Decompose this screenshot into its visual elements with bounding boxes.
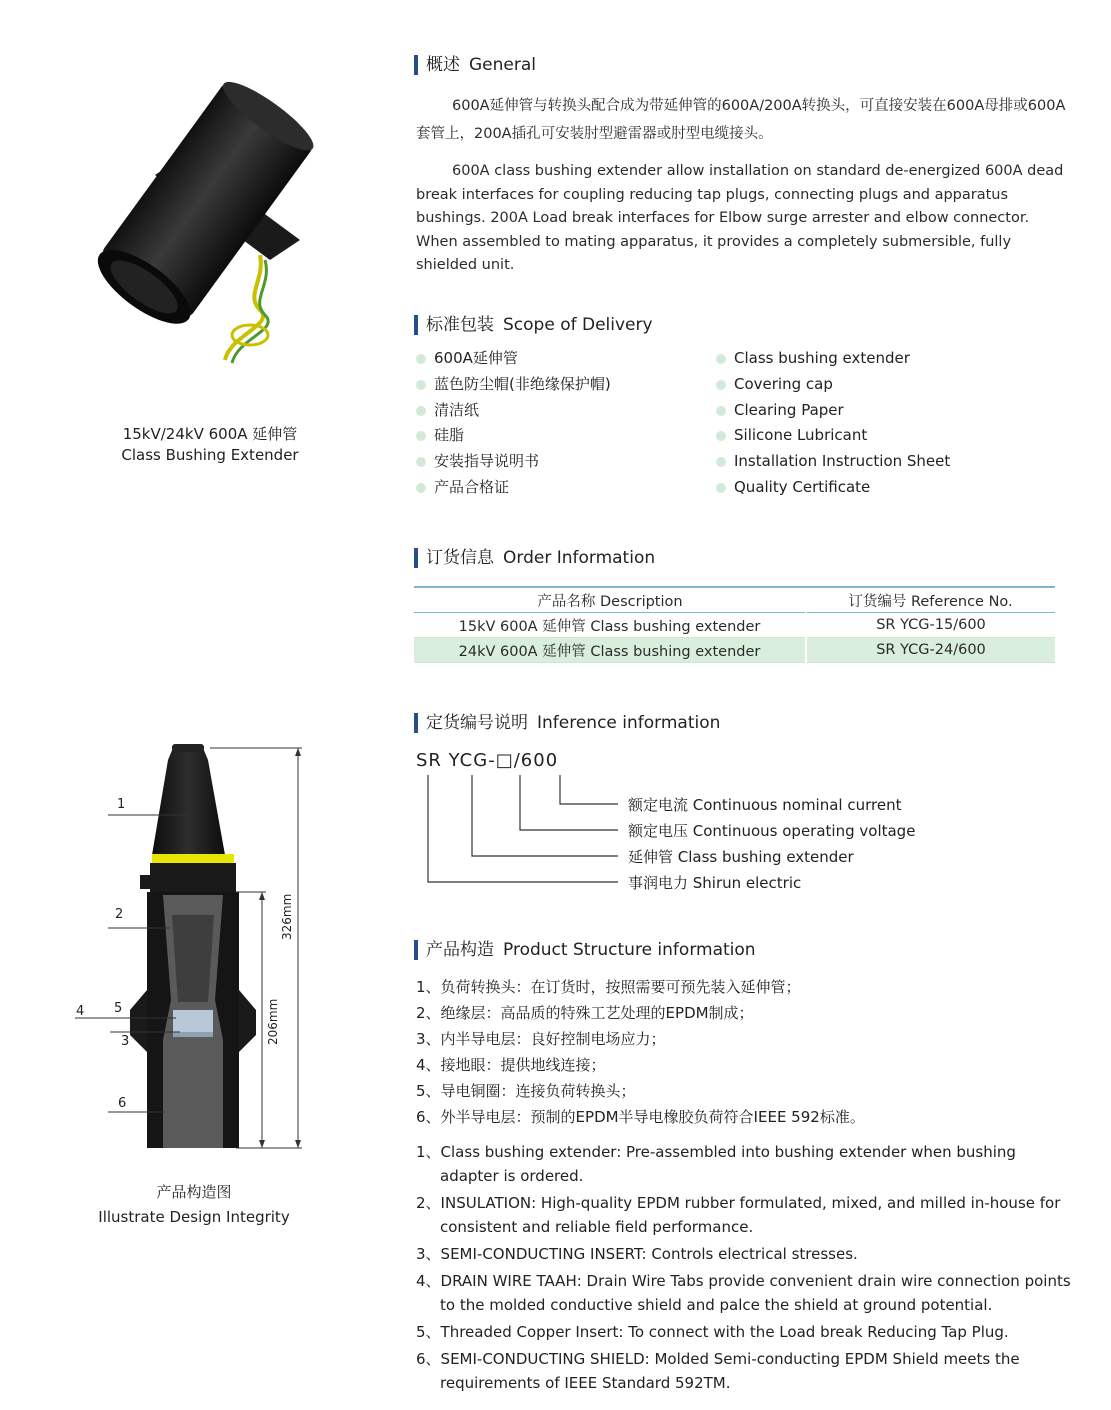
list-item: 4、接地眼：提供地线连接； bbox=[416, 1055, 606, 1074]
code-part-current: 600 bbox=[520, 750, 559, 771]
code-part-slash: / bbox=[513, 750, 521, 771]
inference-connector-lines bbox=[410, 770, 630, 890]
list-item: 清洁纸 bbox=[416, 398, 611, 424]
diagram-label-4: 4 bbox=[76, 1004, 85, 1019]
section-title-en: Scope of Delivery bbox=[503, 315, 653, 335]
diagram-caption bbox=[74, 1180, 314, 1230]
product-caption-cn: 15kV/24kV 600A 延伸管 bbox=[122, 425, 298, 443]
list-item: 6、外半导电层：预制的EPDM半导电橡胶负荷符合IEEE 592标准。 bbox=[416, 1107, 865, 1126]
list-item: 4、DRAIN WIRE TAAH: Drain Wire Tabs provide convenient drain wire connection points to the molded conductive shield and palce the shield at ground potential. bbox=[416, 1272, 1071, 1314]
table-row bbox=[414, 613, 1055, 638]
list-item: 3、内半导电层：良好控制电场应力； bbox=[416, 1029, 666, 1048]
list-item: 产品合格证 bbox=[416, 475, 611, 501]
section-title-general bbox=[414, 55, 536, 75]
list-item: Quality Certificate bbox=[716, 475, 950, 501]
diagram-caption-cn: 产品构造图 bbox=[156, 1183, 232, 1201]
code-part-ycg: YCG bbox=[448, 750, 489, 771]
delivery-list-en bbox=[716, 346, 950, 501]
list-item: 2、绝缘层：高品质的特殊工艺处理的EPDM制成； bbox=[416, 1003, 754, 1022]
diagram-caption-en: Illustrate Design Integrity bbox=[98, 1208, 290, 1226]
product-caption-en: Class Bushing Extender bbox=[121, 446, 299, 464]
list-item: 6、SEMI-CONDUCTING SHIELD: Molded Semi-conducting EPDM Shield meets the requirements of IEEE Standard 592TM. bbox=[416, 1350, 1020, 1392]
diagram-label-1: 1 bbox=[117, 797, 126, 812]
section-title-cn: 订货信息 bbox=[426, 548, 494, 568]
section-title-en: Inference information bbox=[537, 713, 721, 733]
diagram-label-5: 5 bbox=[114, 1001, 123, 1016]
structure-diagram bbox=[70, 740, 330, 1160]
list-item: 硅脂 bbox=[416, 423, 611, 449]
table-row bbox=[414, 638, 1055, 663]
list-item: Covering cap bbox=[716, 372, 950, 398]
section-title-cn: 产品构造 bbox=[426, 940, 494, 960]
section-title-cn: 标准包装 bbox=[426, 315, 494, 335]
table-cell: SR YCG-24/600 bbox=[806, 638, 1055, 663]
list-item: Class bushing extender bbox=[716, 346, 950, 372]
list-item: Installation Instruction Sheet bbox=[716, 449, 950, 475]
product-photo bbox=[60, 80, 360, 380]
general-paragraph-en: 600A class bushing extender allow installation on standard de-energized 600A dead break interfaces for coupling reducing tap plugs, connecting plugs and apparatus bushings. 200A Load break interfaces for Elbow surge arrester and elbow connector. When assembled to mating apparatus, it provides a completely submersible, fully shielded unit. bbox=[416, 163, 1064, 273]
section-title-inference bbox=[414, 713, 720, 733]
section-title-en: Product Structure information bbox=[503, 940, 756, 960]
column-header-reference: 订货编号 Reference No. bbox=[848, 593, 1013, 610]
delivery-list-cn bbox=[416, 346, 611, 501]
section-title-delivery bbox=[414, 315, 653, 335]
reference-code bbox=[416, 750, 558, 771]
list-item: 1、负荷转换头：在订货时，按照需要可预先装入延伸管； bbox=[416, 978, 801, 996]
diagram-label-3: 3 bbox=[121, 1034, 130, 1049]
section-title-en: General bbox=[469, 55, 536, 75]
diagram-label-6: 6 bbox=[118, 1096, 127, 1111]
list-item: 1、Class bushing extender: Pre-assembled into bushing extender when bushing adapter is ordered. bbox=[416, 1143, 1016, 1185]
list-item: 蓝色防尘帽(非绝缘保护帽) bbox=[416, 372, 611, 398]
structure-list-cn bbox=[416, 975, 865, 1130]
code-part-dash: - bbox=[488, 750, 496, 771]
column-header-description: 产品名称 Description bbox=[537, 593, 683, 610]
section-title-en: Order Information bbox=[503, 548, 656, 568]
table-cell: 15kV 600A 延伸管 Class bushing extender bbox=[458, 618, 761, 635]
dimension-total: 326mm bbox=[280, 893, 294, 940]
list-item: 3、SEMI-CONDUCTING INSERT: Controls electrical stresses. bbox=[416, 1245, 858, 1263]
section-title-order bbox=[414, 548, 655, 568]
diagram-label-2: 2 bbox=[115, 907, 124, 922]
list-item: 600A延伸管 bbox=[416, 346, 611, 372]
dimension-lower: 206mm bbox=[266, 998, 280, 1045]
product-caption bbox=[90, 424, 330, 466]
list-item: 5、导电铜圈：连接负荷转换头； bbox=[416, 1081, 636, 1100]
inference-item-product: 延伸管 Class bushing extender bbox=[628, 848, 854, 866]
list-item: Clearing Paper bbox=[716, 398, 950, 424]
table-header-row bbox=[414, 587, 1055, 613]
section-title-structure bbox=[414, 940, 756, 960]
section-title-cn: 定货编号说明 bbox=[426, 713, 528, 733]
general-paragraph-cn: 600A延伸管与转换头配合成为带延伸管的600A/200A转换头，可直接安装在600A母排或600A套管上，200A插孔可安装肘型避雷器或肘型电缆接头。 bbox=[416, 98, 1066, 142]
list-item: 安装指导说明书 bbox=[416, 449, 611, 475]
code-part-sr: SR bbox=[416, 750, 442, 771]
list-item: 2、INSULATION: High-quality EPDM rubber formulated, mixed, and milled in-house for consistent and reliable field performance. bbox=[416, 1194, 1061, 1236]
inference-item-voltage: 额定电压 Continuous operating voltage bbox=[628, 822, 916, 840]
order-table bbox=[414, 586, 1055, 663]
code-part-box: □ bbox=[495, 750, 514, 771]
list-item: Silicone Lubricant bbox=[716, 423, 950, 449]
list-item: 5、Threaded Copper Insert: To connect with the Load break Reducing Tap Plug. bbox=[416, 1323, 1009, 1341]
section-title-cn: 概述 bbox=[426, 55, 460, 75]
inference-item-brand: 事润电力 Shirun electric bbox=[628, 874, 802, 892]
table-cell: 24kV 600A 延伸管 Class bushing extender bbox=[414, 638, 806, 663]
inference-item-current: 额定电流 Continuous nominal current bbox=[628, 796, 902, 814]
table-cell: SR YCG-15/600 bbox=[806, 613, 1055, 638]
structure-list-en bbox=[416, 1140, 1076, 1398]
